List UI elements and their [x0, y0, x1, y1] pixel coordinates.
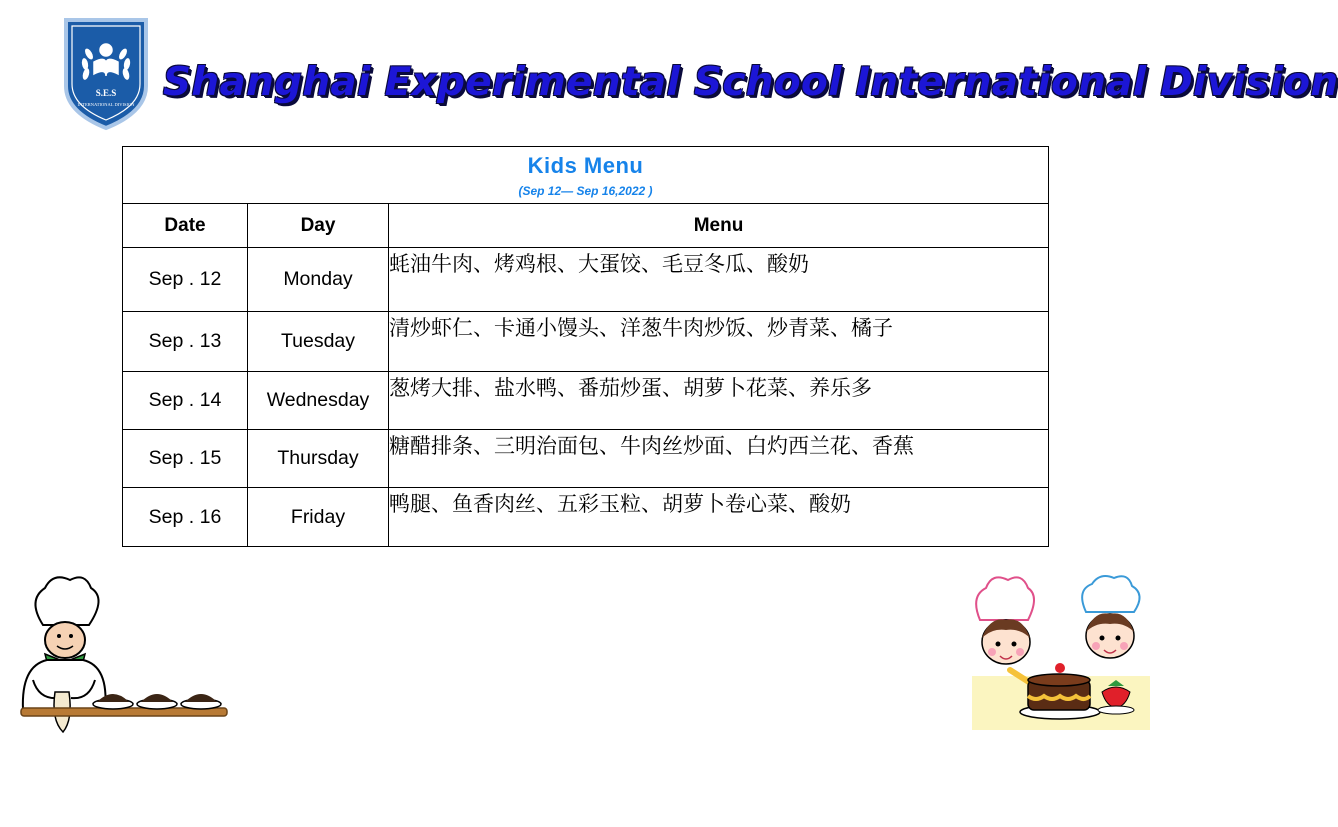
column-header-day: Day: [248, 204, 389, 248]
table-row: [123, 488, 1049, 547]
food-plate-icon: [93, 694, 221, 709]
chef-illustration: [15, 570, 230, 740]
menu-title: Kids Menu: [527, 153, 644, 178]
table-row: [123, 430, 1049, 488]
row-day: Thursday: [248, 430, 389, 488]
title-cell: [123, 147, 1049, 204]
header-row: [123, 204, 1049, 248]
row-day: Monday: [248, 248, 389, 312]
row-date: Sep . 13: [123, 312, 248, 372]
table-row: [123, 248, 1049, 312]
column-header-menu: Menu: [389, 204, 1049, 248]
column-header-date: Date: [123, 204, 248, 248]
row-day: Tuesday: [248, 312, 389, 372]
row-menu-items: 葱烤大排、盐水鸭、番茄炒蛋、胡萝卜花菜、养乐多: [389, 372, 1049, 430]
row-menu-items: 糖醋排条、三明治面包、牛肉丝炒面、白灼西兰花、香蕉: [389, 430, 1049, 488]
row-date: Sep . 15: [123, 430, 248, 488]
table-title-row: [123, 147, 1049, 204]
row-date: Sep . 14: [123, 372, 248, 430]
menu-table: [122, 146, 1049, 547]
row-menu-items: 清炒虾仁、卡通小馒头、洋葱牛肉炒饭、炒青菜、橘子: [389, 312, 1049, 372]
svg-text:S.E.S: S.E.S: [95, 88, 117, 98]
row-menu-items: 蚝油牛肉、烤鸡根、大蛋饺、毛豆冬瓜、酸奶: [389, 248, 1049, 312]
svg-text:INTERNATIONAL DIVISION: INTERNATIONAL DIVISION: [77, 102, 135, 107]
cake-icon: [1020, 663, 1100, 719]
school-logo: [62, 16, 150, 132]
row-date: Sep . 16: [123, 488, 248, 547]
menu-date-range: (Sep 12— Sep 16,2022 ): [518, 184, 653, 198]
kids-baking-illustration: [970, 572, 1152, 732]
row-date: Sep . 12: [123, 248, 248, 312]
row-day: Wednesday: [248, 372, 389, 430]
row-menu-items: 鸭腿、鱼香肉丝、五彩玉粒、胡萝卜卷心菜、酸奶: [389, 488, 1049, 547]
school-name: Shanghai Experimental School International Division: [163, 60, 1338, 105]
row-day: Friday: [248, 488, 389, 547]
table-row: [123, 372, 1049, 430]
table-row: [123, 312, 1049, 372]
